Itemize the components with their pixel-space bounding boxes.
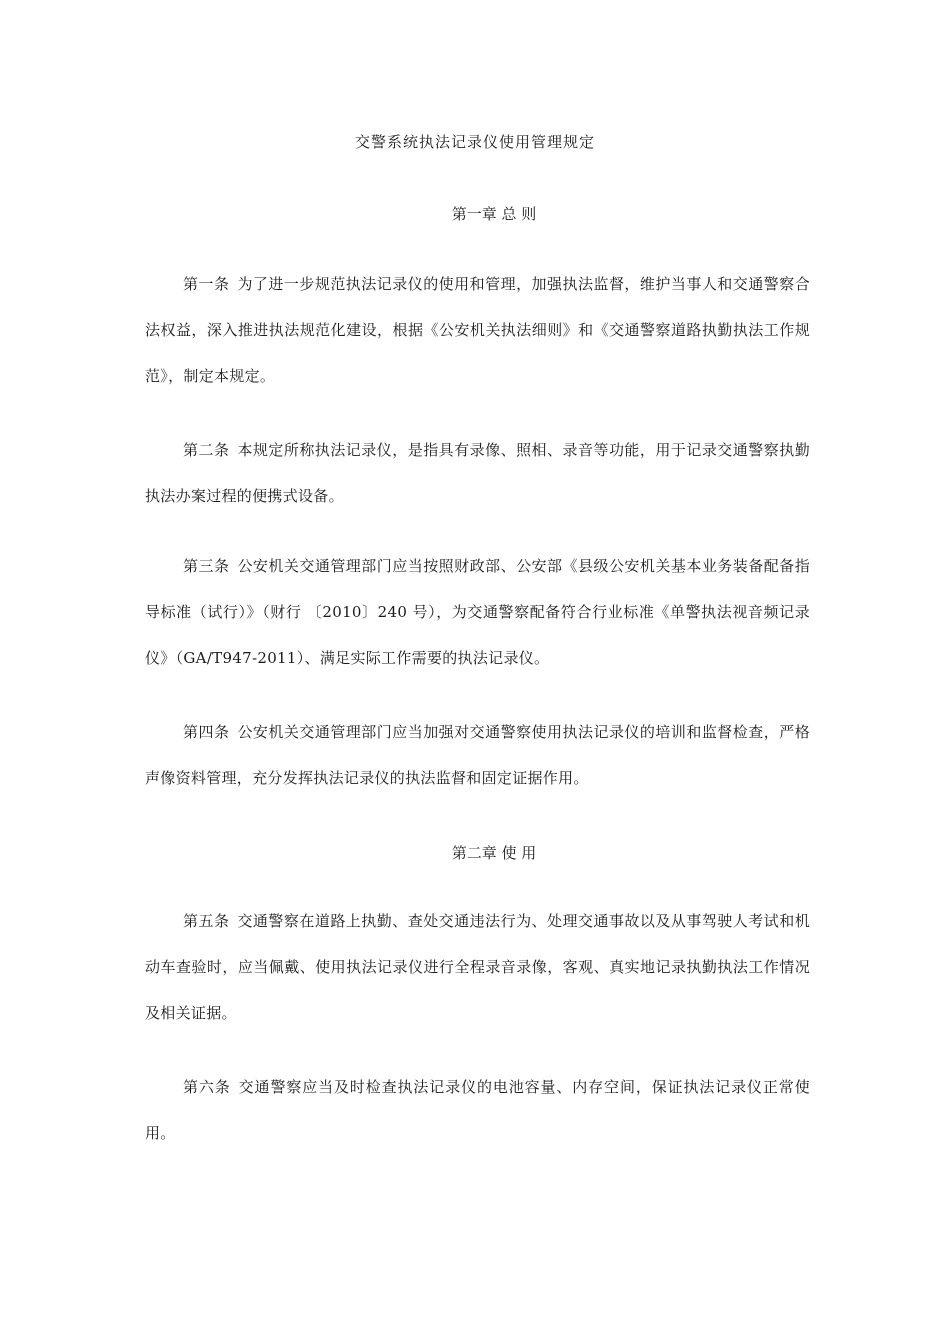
document-title: 交警系统执法记录仪使用管理规定 [354, 133, 595, 151]
article-5 [145, 898, 810, 1036]
article-3 [145, 543, 810, 681]
chapter-heading-2: 第二章 使 用 [451, 844, 537, 862]
article-4 [145, 709, 810, 801]
article-number: 第六条 [183, 1078, 231, 1096]
article-text: 交通警察应当及时检查执法记录仪的电池容量、内存空间，保证执法记录仪正常使用。 [145, 1078, 810, 1142]
article-text: 为了进一步规范执法记录仪的使用和管理，加强执法监督，维护当事人和交通警察合法权益，深入推进执法规范化建设，根据《公安机关执法细则》和《交通警察道路执勤执法工作规范》，制定本规定。 [145, 275, 811, 385]
article-2 [145, 427, 810, 519]
article-6 [145, 1064, 810, 1156]
article-text: 本规定所称执法记录仪，是指具有录像、照相、录音等功能，用于记录交通警察执勤执法办案过程的便携式设备。 [145, 441, 811, 505]
article-1 [145, 261, 810, 399]
chapter-heading-1: 第一章 总 则 [451, 205, 537, 223]
article-number: 第二条 [183, 441, 230, 459]
article-text: 交通警察在道路上执勤、查处交通违法行为、处理交通事故以及从事驾驶人考试和机动车查验时，应当佩戴、使用执法记录仪进行全程录音录像，客观、真实地记录执勤执法工作情况及相关证据。 [145, 912, 811, 1022]
article-number: 第三条 [183, 557, 230, 575]
article-text: 公安机关交通管理部门应当按照财政部、公安部《县级公安机关基本业务装备配备指导标准（试行）》（财行 〔2010〕240 号），为交通警察配备符合行业标准《单警执法视音频记录仪》（GA/T947-2011）、满足实际工作需要的执法记录仪。 [145, 557, 811, 667]
article-text: 公安机关交通管理部门应当加强对交通警察使用执法记录仪的培训和监督检查，严格声像资料管理，充分发挥执法记录仪的执法监督和固定证据作用。 [145, 723, 811, 787]
article-number: 第四条 [183, 723, 230, 741]
article-number: 第五条 [183, 912, 230, 930]
article-number: 第一条 [183, 275, 230, 293]
